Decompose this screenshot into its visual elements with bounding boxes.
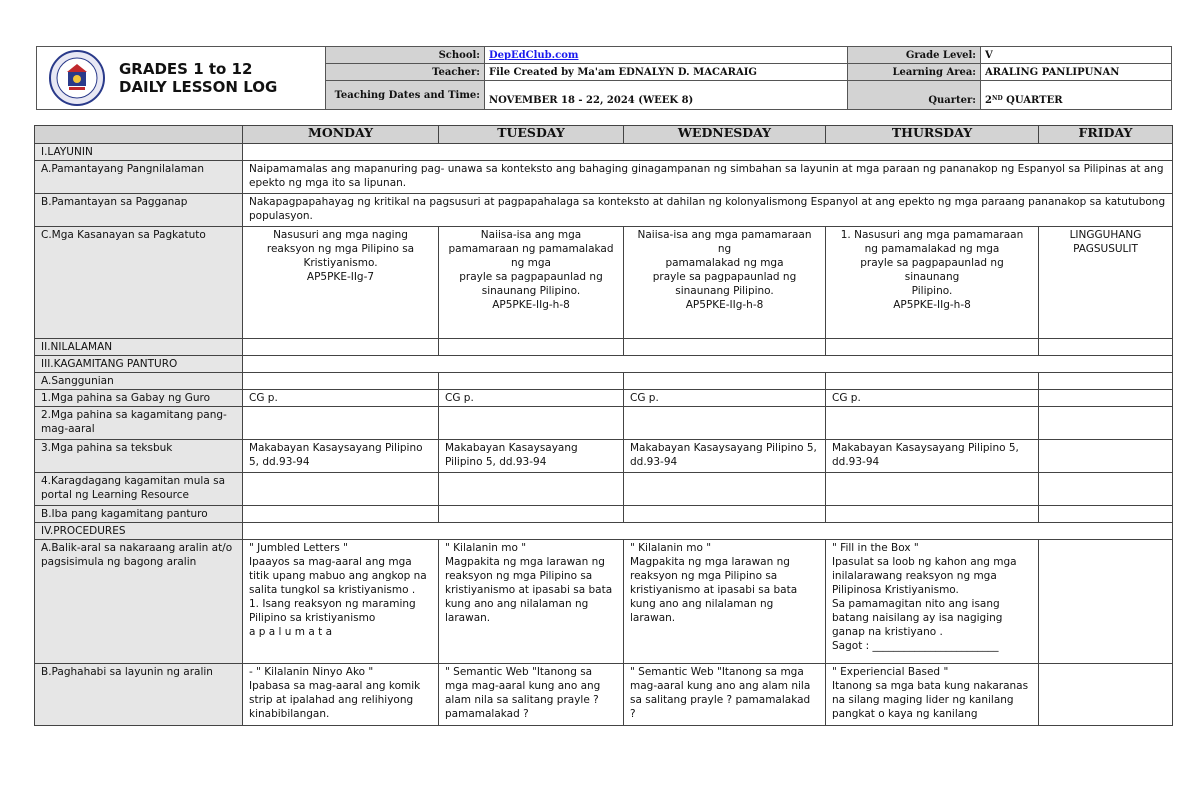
table-cell <box>439 339 624 356</box>
day-thursday: THURSDAY <box>826 126 1039 144</box>
table-row <box>35 161 1173 194</box>
table-cell <box>1039 506 1173 523</box>
row-label: IV.PROCEDURES <box>35 523 243 540</box>
table-cell <box>243 339 439 356</box>
table-cell <box>1039 339 1173 356</box>
table-cell: Naipamamalas ang mapanuring pag- unawa sa konteksto ang bahaging ginagampanan ng simbahan sa layunin at mga paraan ng pananakop ng Espanyol sa Pilipinas at ang epekto ng mga ito sa lipunan. <box>243 161 1173 194</box>
teacher-value: File Created by Ma'am EDNALYN D. MACARAIG <box>485 64 848 81</box>
table-cell <box>1039 473 1173 506</box>
table-cell <box>624 407 826 440</box>
table-cell <box>826 373 1039 390</box>
table-row <box>35 506 1173 523</box>
row-label: 1.Mga pahina sa Gabay ng Guro <box>35 390 243 407</box>
table-cell: Makabayan Kasaysayang Pilipino 5, dd.93-94 <box>439 440 624 473</box>
table-cell: Nakapagpapahayag ng kritikal na pagsusuri at pagpapahalaga sa konteksto at dahilan ng kolonyalismong Espanyol at ang epekto ng mga paraang pananakop sa katutubong populasyon. <box>243 194 1173 227</box>
table-cell <box>826 407 1039 440</box>
row-label: A.Sanggunian <box>35 373 243 390</box>
lesson-log-table <box>34 125 1173 726</box>
table-cell: " Jumbled Letters " Ipaayos sa mag-aaral ang mga titik upang mabuo ang angkop na salita tungkol sa kristiyanismo . 1. Isang reaksyon ng maraming Pilipino sa kristiyanismo a p a l u m a t a <box>243 540 439 664</box>
table-cell <box>243 356 1173 373</box>
table-cell <box>439 373 624 390</box>
table-row <box>35 194 1173 227</box>
table-cell: Naiisa-isa ang mga pamamaraan ng pamamalakad ng mga prayle sa pagpapaunlad ng sinaunang Pilipino. AP5PKE-IIg-h-8 <box>624 227 826 339</box>
row-label: B.Iba pang kagamitang panturo <box>35 506 243 523</box>
table-cell <box>826 339 1039 356</box>
table-cell <box>624 339 826 356</box>
row-label: C.Mga Kasanayan sa Pagkatuto <box>35 227 243 339</box>
table-cell: - " Kilalanin Ninyo Ako " Ipabasa sa mag-aaral ang komik strip at ipalahad ang relihiyong kinabibilangan. <box>243 664 439 726</box>
table-cell <box>439 506 624 523</box>
quarter-value: 2ND QUARTER <box>981 81 1172 110</box>
table-cell: " Kilalanin mo " Magpakita ng mga larawan ng reaksyon ng mga Pilipino sa kristiyanismo at ipasabi sa bata kung ano ang nilalaman ng larawan. <box>624 540 826 664</box>
table-cell: CG p. <box>624 390 826 407</box>
table-row <box>35 440 1173 473</box>
school-value <box>485 47 848 64</box>
table-cell: " Semantic Web "Itanong sa mga mag-aaral kung ano ang alam nila sa salitang prayle ? pamamalakad ? <box>439 664 624 726</box>
row-label: 4.Karagdagang kagamitan mula sa portal ng Learning Resource <box>35 473 243 506</box>
day-wednesday: WEDNESDAY <box>624 126 826 144</box>
table-cell <box>624 506 826 523</box>
day-monday: MONDAY <box>243 126 439 144</box>
day-friday: FRIDAY <box>1039 126 1173 144</box>
table-cell <box>1039 407 1173 440</box>
header-brand <box>37 47 326 110</box>
table-cell <box>243 407 439 440</box>
row-label: III.KAGAMITANG PANTURO <box>35 356 243 373</box>
dates-label: Teaching Dates and Time: <box>326 81 485 110</box>
table-row <box>35 339 1173 356</box>
table-cell: CG p. <box>243 390 439 407</box>
table-row <box>35 356 1173 373</box>
table-cell: CG p. <box>826 390 1039 407</box>
table-cell <box>826 473 1039 506</box>
table-row <box>35 144 1173 161</box>
teacher-label: Teacher: <box>326 64 485 81</box>
row-label: B.Pamantayan sa Pagganap <box>35 194 243 227</box>
table-cell <box>1039 373 1173 390</box>
day-tuesday: TUESDAY <box>439 126 624 144</box>
table-cell: Makabayan Kasaysayang Pilipino 5, dd.93-94 <box>624 440 826 473</box>
row-label: 3.Mga pahina sa teksbuk <box>35 440 243 473</box>
header-table <box>36 46 1172 110</box>
table-cell: " Kilalanin mo " Magpakita ng mga larawan ng reaksyon ng mga Pilipino sa kristiyanismo at ipasabi sa bata kung ano ang nilalaman ng larawan. <box>439 540 624 664</box>
table-cell <box>243 523 1173 540</box>
days-header-row <box>35 126 1173 144</box>
row-label: B.Paghahabi sa layunin ng aralin <box>35 664 243 726</box>
table-cell: Nasusuri ang mga naging reaksyon ng mga Pilipino sa Kristiyanismo. AP5PKE-IIg-7 <box>243 227 439 339</box>
table-cell <box>1039 440 1173 473</box>
table-row <box>35 523 1173 540</box>
quarter-label: Quarter: <box>848 81 981 110</box>
table-cell: Makabayan Kasaysayang Pilipino 5, dd.93-94 <box>826 440 1039 473</box>
title-line-2: DAILY LESSON LOG <box>119 78 278 96</box>
row-label: I.LAYUNIN <box>35 144 243 161</box>
area-label: Learning Area: <box>848 64 981 81</box>
table-cell: " Semantic Web "Itanong sa mga mag-aaral kung ano ang alam nila sa salitang prayle ? pamamalakad ? <box>624 664 826 726</box>
table-cell: " Fill in the Box " Ipasulat sa loob ng kahon ang mga inilalarawang reaksyon ng mga Pilipinosa Kristiyanismo. Sa pamamagitan nito ang isang batang naisilang ay isa nagiging ganap na kristiyano . Sagot : ________________________ <box>826 540 1039 664</box>
table-cell <box>243 373 439 390</box>
row-label: A.Balik-aral sa nakaraang aralin at/o pagsisimula ng bagong aralin <box>35 540 243 664</box>
table-cell: Naiisa-isa ang mga pamamaraan ng pamamalakad ng mga prayle sa pagpapaunlad ng sinaunang Pilipino. AP5PKE-IIg-h-8 <box>439 227 624 339</box>
table-row <box>35 540 1173 664</box>
table-cell <box>1039 664 1173 726</box>
table-cell: CG p. <box>439 390 624 407</box>
title-line-1: GRADES 1 to 12 <box>119 60 253 78</box>
table-row <box>35 664 1173 726</box>
table-cell <box>439 473 624 506</box>
row-label: A.Pamantayang Pangnilalaman <box>35 161 243 194</box>
school-link[interactable]: DepEdClub.com <box>489 49 579 61</box>
grade-label: Grade Level: <box>848 47 981 64</box>
table-cell <box>243 506 439 523</box>
table-cell <box>826 506 1039 523</box>
table-cell <box>624 473 826 506</box>
table-row <box>35 390 1173 407</box>
grade-value: V <box>981 47 1172 64</box>
deped-seal-icon <box>49 50 105 106</box>
table-cell <box>1039 390 1173 407</box>
table-row <box>35 407 1173 440</box>
table-row <box>35 373 1173 390</box>
table-cell: LINGGUHANG PAGSUSULIT <box>1039 227 1173 339</box>
dates-value: NOVEMBER 18 - 22, 2024 (WEEK 8) <box>485 81 848 110</box>
table-row <box>35 227 1173 339</box>
school-label: School: <box>326 47 485 64</box>
table-cell <box>624 373 826 390</box>
table-cell <box>1039 540 1173 664</box>
table-cell <box>243 144 1173 161</box>
table-cell: 1. Nasusuri ang mga pamamaraan ng pamamalakad ng mga prayle sa pagpapaunlad ng sinaunang Pilipino. AP5PKE-IIg-h-8 <box>826 227 1039 339</box>
table-cell <box>439 407 624 440</box>
page-title <box>119 60 277 96</box>
table-cell: Makabayan Kasaysayang Pilipino 5, dd.93-94 <box>243 440 439 473</box>
area-value: ARALING PANLIPUNAN <box>981 64 1172 81</box>
table-cell: " Experiencial Based " Itanong sa mga bata kung nakaranas na silang maging lider ng kanilang pangkat o kaya ng kanilang <box>826 664 1039 726</box>
row-label: II.NILALAMAN <box>35 339 243 356</box>
corner-cell <box>35 126 243 144</box>
table-cell <box>243 473 439 506</box>
row-label: 2.Mga pahina sa kagamitang pang-mag-aaral <box>35 407 243 440</box>
table-row <box>35 473 1173 506</box>
